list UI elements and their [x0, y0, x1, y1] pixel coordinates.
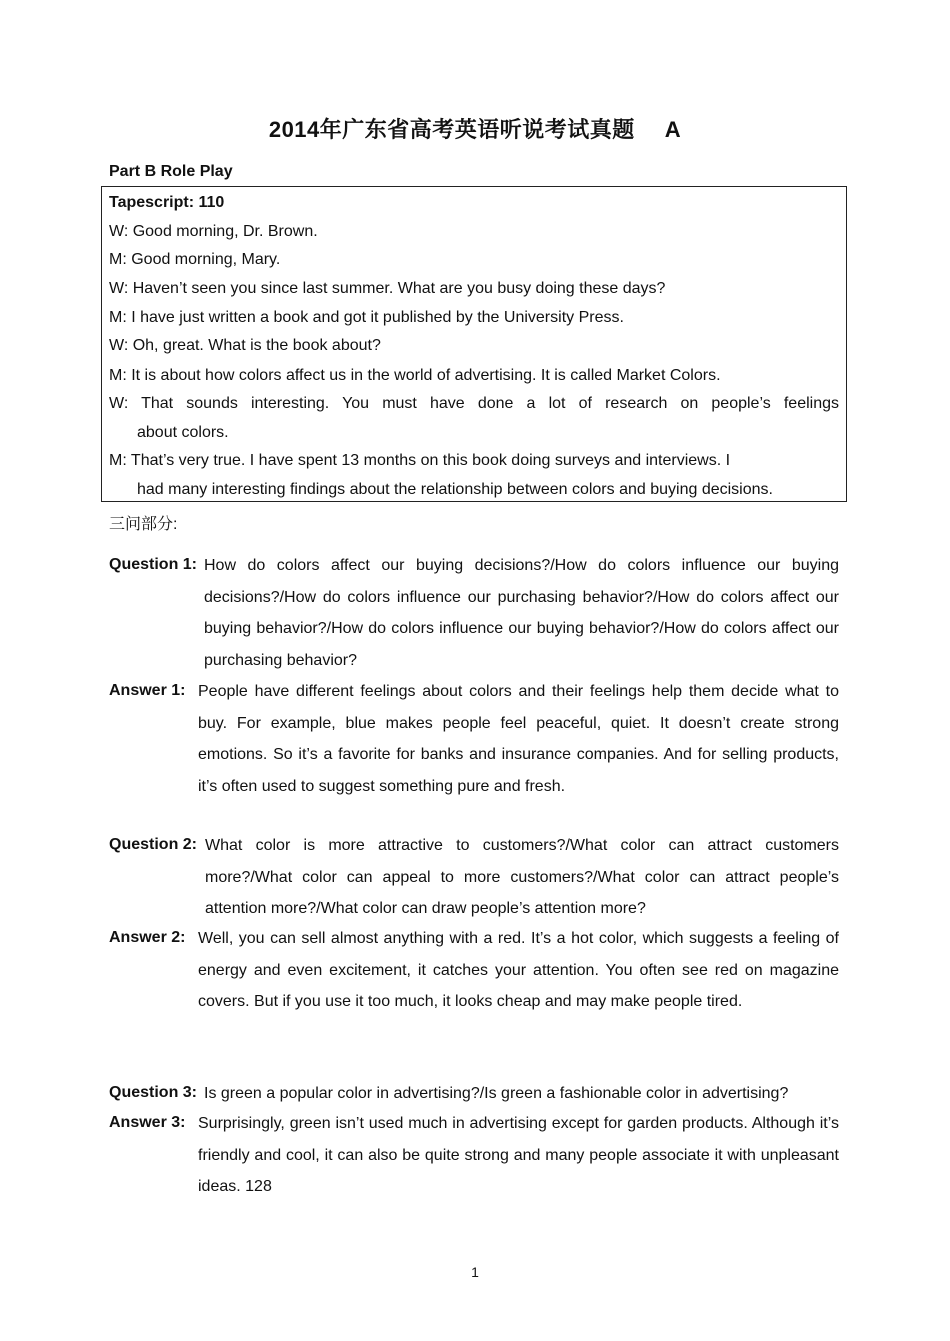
question-label: Question 3: [109, 1084, 198, 1101]
tapescript-line: had many interesting findings about the relationship between colors and buying decisions. [137, 481, 773, 498]
tapescript-heading: Tapescript: 110 [109, 194, 225, 211]
question-label: Question 1: [109, 556, 198, 573]
tapescript-line: W: Oh, great. What is the book about? [109, 337, 381, 354]
tapescript-line: M: It is about how colors affect us in the world of advertising. It is called Market Colors. [109, 367, 721, 384]
tapescript-box [101, 186, 847, 502]
tapescript-line: M: I have just written a book and got it published by the University Press. [109, 309, 624, 326]
question-text: How do colors affect our buying decisions?/How do colors influence our buying decisions?/How do colors influence our purchasing behavior?/How do colors affect our buying behavior?/How do colors influence our buying behavior?/How do colors affect our purchasing behavior? [204, 557, 839, 669]
three-questions-label: 三问部分: [109, 516, 178, 533]
answer-text: People have different feelings about colors and their feelings help them decide what to buy. For example, blue makes people feel peaceful, quiet. It doesn’t create strong emotions. So it’s a favorite for banks and insurance companies. And for selling products, it’s often used to suggest something pure and fresh. [198, 683, 839, 795]
part-label: Part B Role Play [109, 163, 233, 180]
title-version-letter: A [664, 117, 682, 142]
question-label: Question 2: [109, 836, 198, 853]
page-number: 1 [471, 1264, 479, 1280]
tapescript-line: M: That’s very true. I have spent 13 months on this book doing surveys and interviews. I [109, 452, 731, 469]
answer-text: Surprisingly, green isn’t used much in advertising except for garden products. Although it’s friendly and cool, it can also be quite strong and many people associate it with unpleasant ideas. 128 [198, 1115, 839, 1195]
page-title [0, 114, 950, 146]
answer-label: Answer 3: [109, 1114, 186, 1131]
answer-label: Answer 2: [109, 929, 186, 946]
title-main: 2014年广东省高考英语听说考试真题 [268, 117, 635, 142]
tapescript-line: M: Good morning, Mary. [109, 251, 281, 268]
tapescript-line: about colors. [137, 424, 229, 441]
question-text: What color is more attractive to customers?/What color can attract customers more?/What color can appeal to more customers?/What color can attract people’s attention more?/What color can draw people’s attention more? [205, 837, 839, 917]
answer-text: Well, you can sell almost anything with a red. It’s a hot color, which suggests a feeling of energy and even excitement, it catches your attention. You often see red on magazine covers. But if you use it too much, it looks cheap and may make people tired. [198, 930, 839, 1010]
answer-label: Answer 1: [109, 682, 186, 699]
tapescript-line: W: Good morning, Dr. Brown. [109, 223, 318, 240]
question-text: Is green a popular color in advertising?/Is green a fashionable color in advertising? [204, 1085, 789, 1102]
tapescript-line: W: That sounds interesting. You must have done a lot of research on people’s feelings [109, 395, 839, 412]
tapescript-line: W: Haven’t seen you since last summer. What are you busy doing these days? [109, 280, 666, 297]
